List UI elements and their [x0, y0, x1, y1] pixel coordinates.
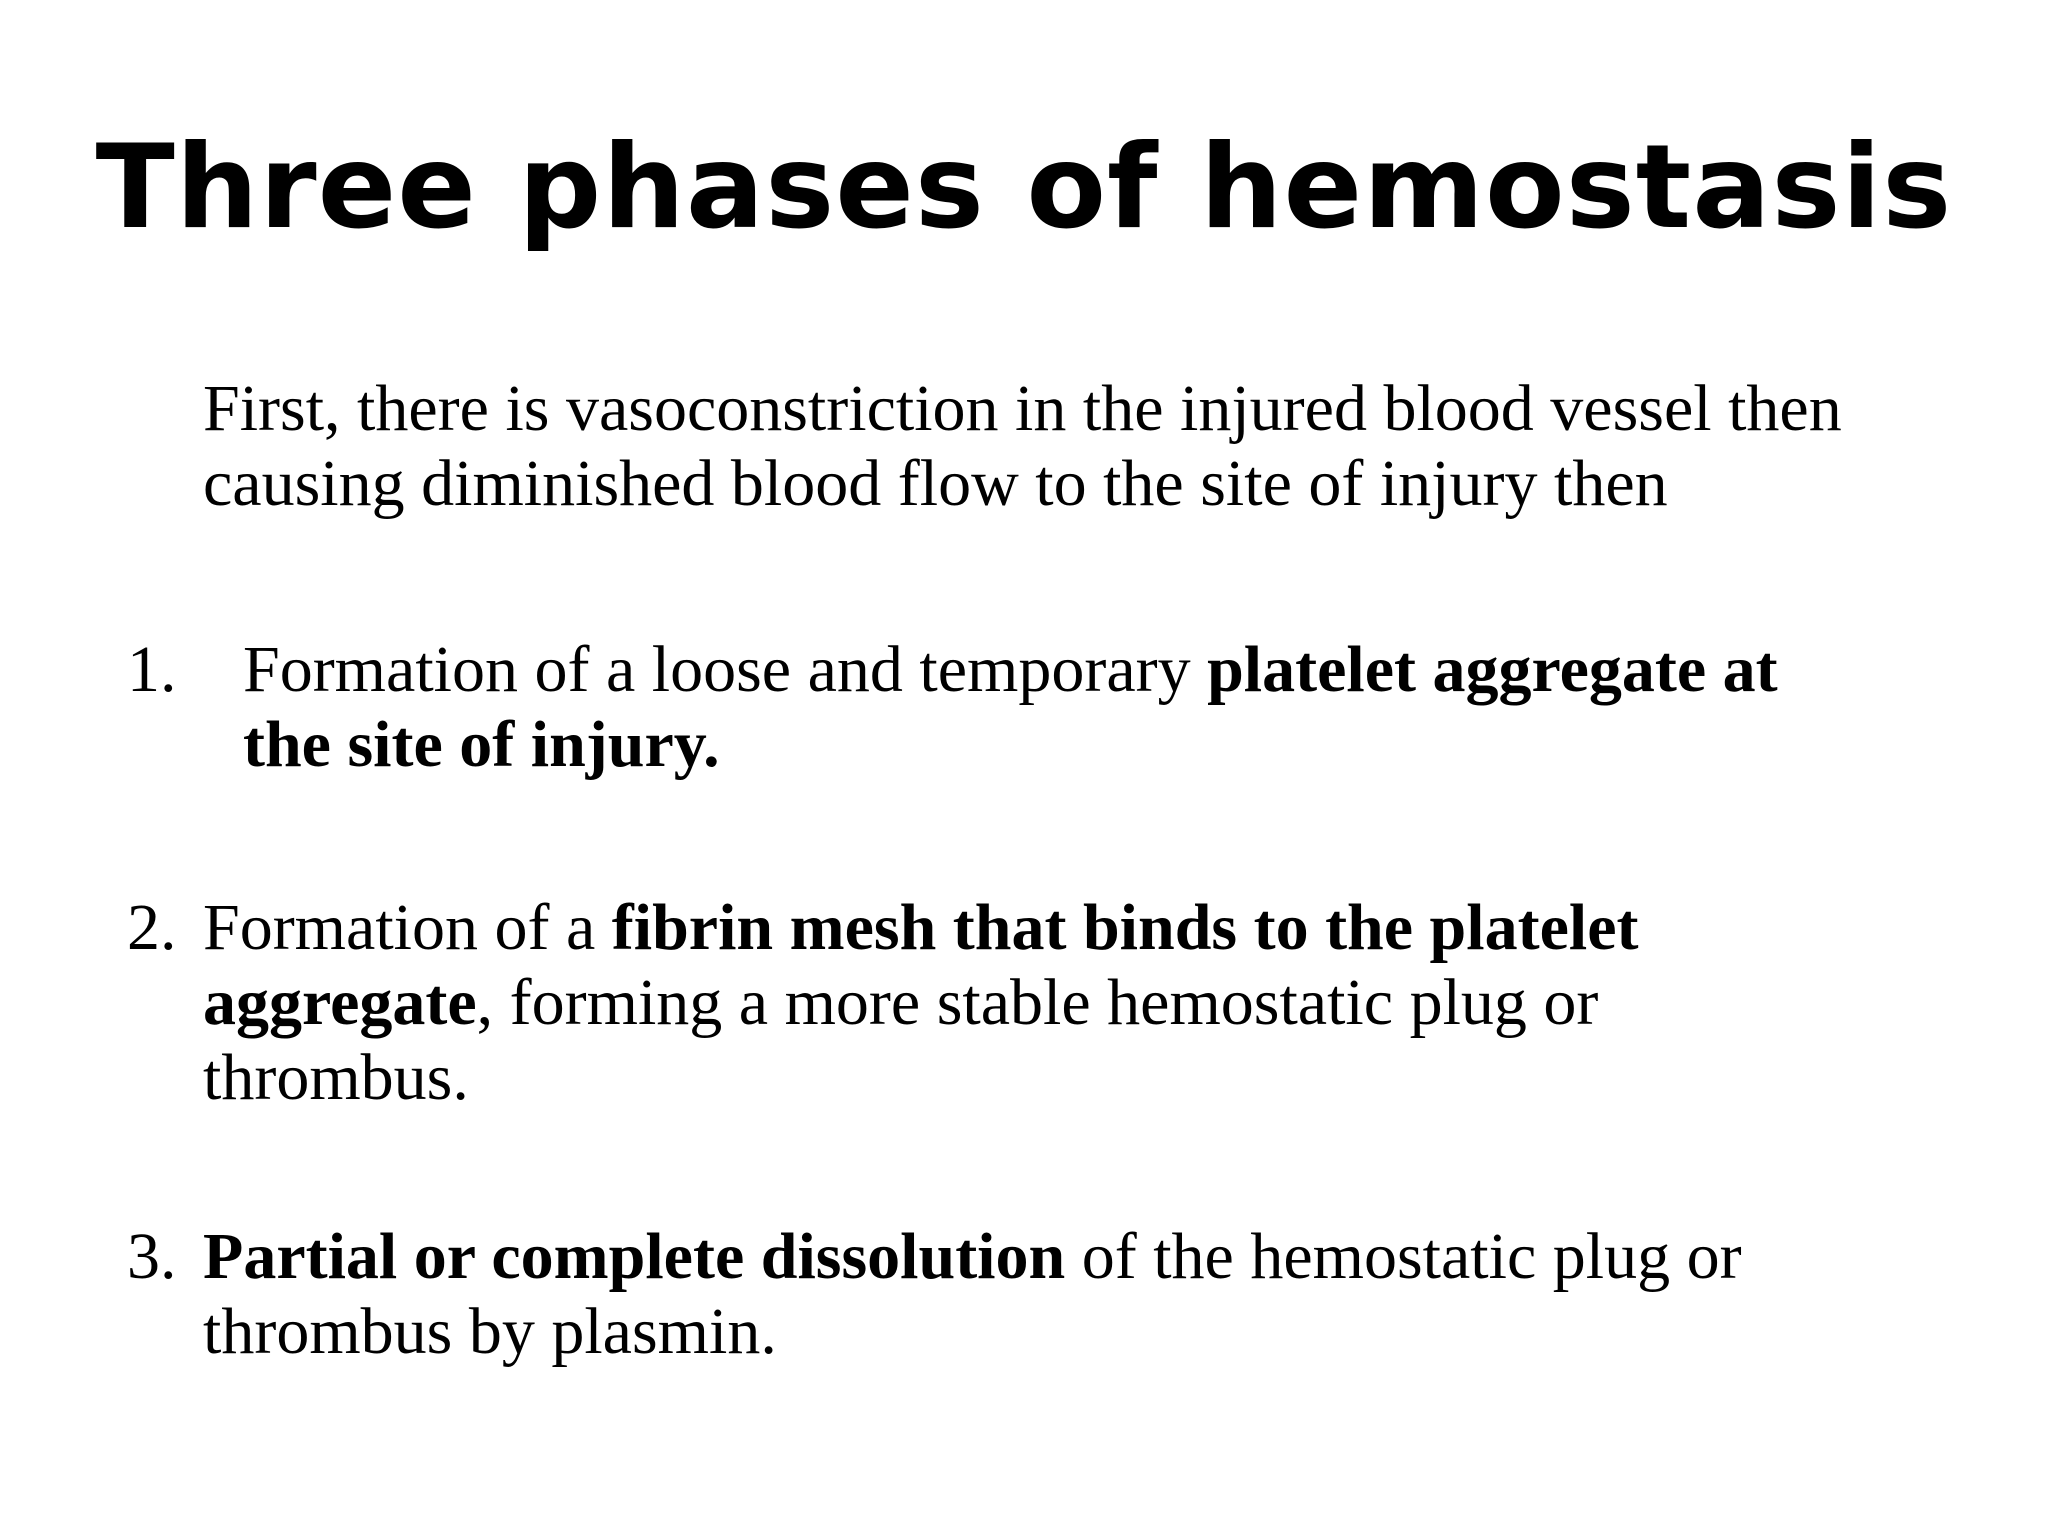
intro-paragraph [203, 371, 1842, 521]
bold-text: fibrin mesh that binds to the platelet [611, 891, 1639, 964]
bold-text: aggregate [203, 966, 477, 1039]
list-item-text [203, 890, 1638, 1115]
normal-text: Formation of a [203, 891, 612, 964]
slide-title: Three phases of hemostasis [95, 120, 1953, 255]
normal-text: thrombus. [203, 1041, 469, 1114]
bold-text: Partial or complete dissolution [203, 1220, 1066, 1293]
intro-line-1: First, there is vasoconstriction in the injured blood vessel then [203, 372, 1842, 445]
list-item-line-2 [203, 1294, 1742, 1369]
list-item-text [243, 632, 1778, 782]
list-item-line-1 [203, 1219, 1742, 1294]
list-item-number: 3. [127, 1220, 177, 1293]
normal-text: of the hemostatic plug or [1065, 1220, 1742, 1293]
bold-text: platelet aggregate at [1207, 633, 1778, 706]
normal-text: thrombus by plasmin. [203, 1295, 777, 1368]
list-item-line-3 [203, 1040, 1638, 1115]
intro-line-2: causing diminished blood flow to the site of injury then [203, 447, 1668, 520]
list-item-number: 1. [127, 633, 177, 706]
list-item-line-1 [203, 890, 1638, 965]
list-item-line-1 [243, 632, 1778, 707]
list-item-text [203, 1219, 1742, 1369]
list-item-number: 2. [127, 891, 177, 964]
normal-text: Formation of a loose and temporary [243, 633, 1208, 706]
bold-text: the site of injury. [243, 708, 720, 781]
normal-text: , forming a more stable hemostatic plug or [476, 966, 1599, 1039]
list-item-line-2 [203, 965, 1638, 1040]
list-item-line-2 [243, 707, 1778, 782]
